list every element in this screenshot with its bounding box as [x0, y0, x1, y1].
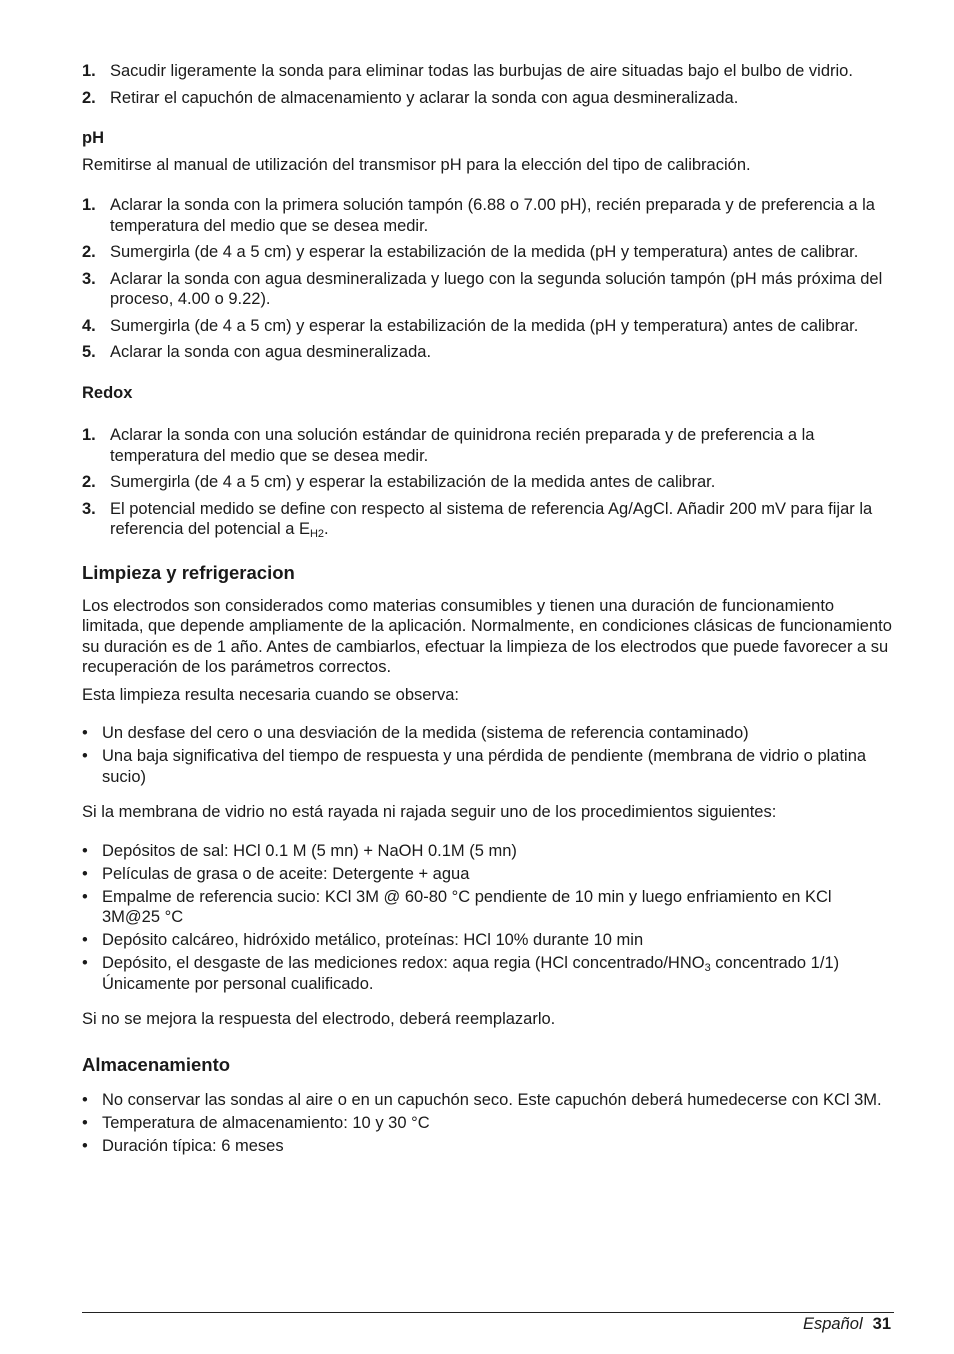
page-content — [82, 61, 894, 1159]
list-item: • Duración típica: 6 meses — [82, 1136, 284, 1155]
section-heading-almacenamiento: Almacenamiento — [82, 1053, 231, 1075]
list-item: 3. Aclarar la sonda con agua desmineralizada y luego con la segunda solución tampón (pH más próxima del proceso, 4.00 o 9.22). — [82, 269, 883, 308]
list-item: • Depósitos de sal: HCl 0.1 M (5 mn) + NaOH 0.1M (5 mn) — [82, 841, 517, 860]
limpieza-paragraph: Si la membrana de vidrio no está rayada ni rajada seguir uno de los procedimientos siguientes: — [82, 803, 777, 821]
list-item: • Depósito calcáreo, hidróxido metálico, proteínas: HCl 10% durante 10 min — [82, 931, 644, 949]
list-item: • Empalme de referencia sucio: KCl 3M @ 60-80 °C pendiente de 10 min y luego enfriamiento en KCl 3M@25 °C — [82, 887, 832, 926]
list-item: • Temperatura de almacenamiento: 10 y 30 °C — [82, 1113, 430, 1132]
list-item: • Películas de grasa o de aceite: Detergente + agua — [82, 864, 470, 883]
limpieza-paragraph: Los electrodos son considerados como materias consumibles y tienen una duración de funcionamiento limitada, que depende ampliamente de la aplicación. Normalmente, en condiciones clásicas de funcionamiento su duración es de 1 año. Antes de cambiarlos, efectuar la limpieza de los electrodos que puede favorecer a su recuperación de los parámetros correctos. — [82, 596, 892, 676]
cleaning-procedures — [82, 841, 894, 995]
list-item: 2. Sumergirla (de 4 a 5 cm) y esperar la estabilización de la medida antes de calibrar. — [82, 473, 716, 491]
limpieza-paragraph: Esta limpieza resulta necesaria cuando se observa: — [82, 685, 459, 704]
list-item: • Una baja significativa del tiempo de respuesta y una pérdida de pendiente (membrana de vidrio o platina sucio) — [82, 747, 867, 786]
page-number: 31 — [872, 1315, 891, 1333]
footer-divider — [82, 1312, 894, 1313]
ph-steps — [82, 195, 894, 363]
redox-steps — [82, 425, 894, 540]
intro-steps — [82, 61, 894, 108]
section-heading-ph: pH — [82, 129, 104, 147]
list-item: 1. Aclarar la sonda con una solución estándar de quinidrona recién preparada y de preferencia a la temperatura del medio que se desea medir. — [82, 426, 815, 465]
limpieza-bullets — [82, 723, 894, 787]
list-item: 1. Sacudir ligeramente la sonda para eliminar todas las burbujas de aire situadas bajo el bulbo de vidrio. — [82, 62, 853, 80]
footer-language: Español — [803, 1315, 863, 1333]
storage-bullets — [82, 1090, 894, 1157]
page-footer — [803, 1314, 891, 1334]
list-item: 4. Sumergirla (de 4 a 5 cm) y esperar la estabilización de la medida (pH y temperatura) antes de calibrar. — [82, 316, 859, 335]
limpieza-paragraph: Si no se mejora la respuesta del electrodo, deberá reemplazarlo. — [82, 1010, 556, 1028]
list-item: • Depósito, el desgaste de las mediciones redox: aqua regia (HCl concentrado/$HNO_3$ concentrado 1/1) Únicamente por personal cualificado. — [82, 954, 840, 993]
section-heading-redox: Redox — [82, 383, 133, 402]
list-item: 2. Sumergirla (de 4 a 5 cm) y esperar la estabilización de la medida (pH y temperatura) antes de calibrar. — [82, 243, 859, 261]
section-heading-limpieza: Limpieza y refrigeracion — [82, 561, 295, 583]
list-item: 5. Aclarar la sonda con agua desmineralizada. — [82, 343, 432, 361]
list-item: 3. El potencial medido se define con respecto al sistema de referencia Ag/AgCl. Añadir 200 mV para fijar la referencia del potencial a $E_{H2}$. — [82, 499, 873, 540]
list-item: 2. Retirar el capuchón de almacenamiento y aclarar la sonda con agua desmineralizada. — [82, 88, 739, 107]
list-item: 1. Aclarar la sonda con la primera solución tampón (6.88 o 7.00 pH), recién preparada y de preferencia a la temperatura del medio que se desea medir. — [82, 196, 875, 235]
list-item: • Un desfase del cero o una desviación de la medida (sistema de referencia contaminado) — [82, 724, 749, 742]
ph-intro: Remitirse al manual de utilización del transmisor pH para la elección del tipo de calibración. — [82, 155, 751, 174]
list-item: • No conservar las sondas al aire o en un capuchón seco. Este capuchón deberá humedecerse con KCl 3M. — [82, 1090, 882, 1109]
